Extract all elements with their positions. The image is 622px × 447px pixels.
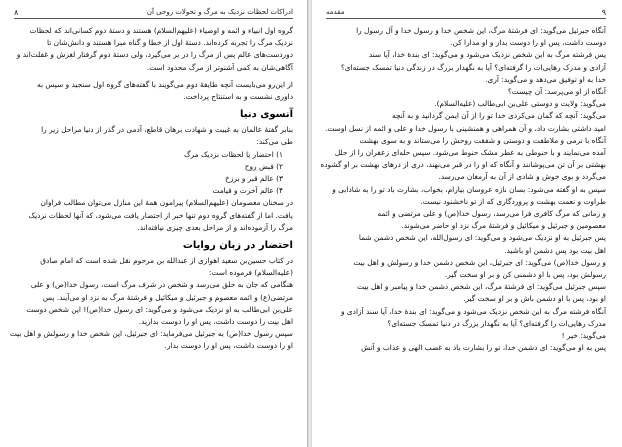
- text-line: خدا به او توفیق می‌دهد و می‌گوید: آری.: [485, 74, 606, 84]
- text-line: اهل بیت بود پس دشمن او باشید.: [504, 245, 606, 255]
- text-line: از این‌رو می‌بایست آنچه طایفهٔ دوم می‌گویند با گفته‌های گروه اول سنجید و سپس به: [37, 79, 293, 89]
- text-line: سپس به او گفته می‌شود: بسان نازه عروسان بیارام، بخواب، بشارت باد تو را به شادابی و: [332, 184, 606, 194]
- text-line: آنگاه با نرمی و ملاطفت و دوستی و شفقت روحش را می‌ستاند و به سوی بهشت: [359, 135, 606, 145]
- text-line: نزدیک مرگ را تجربه کرده‌اند. دستهٔ اول از خطا و گناه مبرا هستند و دانش‌شان تا: [47, 38, 293, 48]
- text-line: در کتاب حسین‌بن سعید اهوازی از عبدالله بن مرحوم نقل شده است که امام صادق: [40, 256, 293, 266]
- text-line: علی‌بن ابی‌طالب به او نزدیک می‌شود و می‌گوید: ای رسول خدا(ص)! این شخص دوست: [26, 304, 293, 314]
- section-heading-narrations: احتضار در زبان روایات: [182, 240, 293, 252]
- section1-paragraph: [14, 124, 293, 148]
- text-line: آمده می‌نمایند و با حنوطی به عطر مشک حنوط می‌شود. سپس حله‌ای زعفران را از حلل: [334, 148, 606, 158]
- text-line: معصومین و جبرئیل و میکائیل و فرشتهٔ مرگ نزد او حاضر می‌شوند.: [401, 221, 606, 231]
- text-line: می‌گوید: ولایت و دوستی علی‌بن ابی‌طالب (علیه‌السلام).: [434, 99, 606, 109]
- text-line: آنگاه جبرئیل می‌گوید: ای فرشتهٔ مرگ، این شخص خدا و رسول خدا و آل رسول را: [356, 26, 606, 35]
- text-line: بهشتی بر آن تن می‌پوشانند و آنگاه که او را در قبر می‌نهند، دری از درهای بهشت بر او گشوده: [320, 160, 606, 170]
- text-line: دوست داشت، پس او را دوست بدار و او مدارا کن.: [450, 38, 606, 48]
- right-page-number: ۹: [601, 7, 606, 17]
- text-line: هنگامی که جان به حلق می‌رسد و شخص در شرف مرگ است، رسول خدا(ص) و علی: [30, 280, 293, 290]
- section-heading-beyond-world: آنسوی دنیا: [240, 109, 293, 121]
- text-line: او بود، پس با او دشمن باش و بر او سخت گیر.: [463, 294, 606, 304]
- text-line: آنگاه فرشته مرگ به این شخص نزدیک می‌شود و می‌گوید: ای بندهٔ خدا، آیا سند آزادی و: [340, 306, 606, 316]
- text-line: و رسول خدا(ص) می‌گوید: ای جبرئیل، این شخص دشمن خدا و رسولش و اهل بیت: [353, 257, 606, 267]
- list-item: ۴) عالم آخرت و قیامت: [212, 186, 283, 196]
- text-line: پس به او می‌گوید: ای دشمن خدا، تو را بشارت باد به غضب الهی و عذاب و آتش: [361, 343, 606, 353]
- left-running-title: ادراکات لحظات نزدیک به مرگ و تحولات روحی آن: [146, 8, 293, 16]
- text-line: رسولش بود، پس با او دشمنی کن و بر او سخت گیر.: [444, 270, 606, 280]
- text-line: بنابر گفتهٔ عالمان به غیبت و شهادت برهان قاطع، آدمی در گذر از دنیا مراحل زیر را: [41, 125, 293, 135]
- section2-paragraph: [9, 255, 293, 353]
- text-line: مرتضی(ع) و ائمه معصوم و جبرئیل و میکائیل و فرشتهٔ مرگ به نزد او می‌آیند. پس: [42, 292, 293, 302]
- section1-paragraph-2: [14, 197, 293, 234]
- text-line: اهل بیت را دوست داشت، پس او را دوست بدارید.: [138, 317, 293, 327]
- text-line: آگاهی‌شان به کمی آشنوتر از مرگ محدود است.: [146, 62, 293, 72]
- left-page: [0, 0, 308, 447]
- text-line: سپس رسول خدا(ص) به جبرئیل می‌فرماید: ای جبرئیل، این شخص خدا و رسولش و اهل بیت: [9, 329, 293, 339]
- list-item: ۱) احتضار یا لحظات نزدیک مرگ: [183, 149, 283, 159]
- left-page-header: [14, 6, 293, 19]
- right-page-body: [320, 25, 606, 354]
- text-line: می‌گردد و بوی خوش و شادی از آن به آرمغان می‌رسد.: [438, 172, 606, 182]
- right-running-title: مقدمه: [326, 8, 345, 16]
- right-page-header: [326, 6, 606, 19]
- text-line: مرگ را آزموده‌اند و از مراحل بعدی چیزی نیافته‌اند.: [137, 222, 293, 232]
- list-item: ۳) عالم قبر و برزخ: [225, 174, 283, 184]
- text-line: طی می‌کند:: [256, 137, 293, 147]
- text-line: مدرک رهایی‌ات را گرفته‌ای؟ آیا به نگهدار بزرگ در دنیا تمسک جسته‌ای؟: [387, 318, 606, 328]
- left-page-number: ۸: [14, 7, 19, 17]
- text-line: داوری نشست و به استنتاج پرداخت.: [183, 92, 293, 102]
- text-line: او را دوست داشت، پس او را دوست بدار.: [164, 341, 293, 351]
- text-line: طراوت و نعمت بهشت و پروردگاری که از تو ناخشنود نیست.: [420, 196, 606, 206]
- text-line: پس جبرئیل به او نزدیک می‌شود و می‌گوید: ای رسول‌الله، این شخص دشمن شما: [358, 233, 606, 243]
- text-line: سپس جبرئیل می‌گوید: ای فرشتهٔ مرگ، این شخص دشمن خدا و پیامبر و اهل بیت: [357, 282, 606, 292]
- text-line: آنگاه از او می‌پرسد: آن چیست؟: [507, 87, 606, 97]
- stages-list: [14, 149, 293, 198]
- text-line: گروه اول انبیاء و ائمه و اوصیاء (علیهم‌السلام) هستند و دستهٔ دوم کسانی‌اند که لحظات: [29, 26, 293, 35]
- text-line: امید داشتی بشارت داد، و آن همراهی و همنشینی با رسول خدا و علی و ائمه از نسل اوست.: [325, 123, 606, 133]
- text-line: پس فرشته مرگ به این شخص نزدیک می‌شود و می‌گوید: ای بندهٔ خدا، آیا سند: [368, 50, 606, 60]
- right-page: [312, 0, 620, 447]
- left-intro-paragraph: [14, 25, 293, 74]
- text-line: دوردست‌های عالم پس از مرگ را در بر می‌گیرد، ولی دستهٔ دوم گرفتار لغزش و غفلت‌اند و: [16, 50, 293, 60]
- left-intro-paragraph-2: [14, 79, 293, 103]
- text-line: آزادی و مدرک رهایی‌ات را گرفته‌ای؟ آیا به نگهدار بزرگ در زندگی دنیا تمسک جسته‌ای؟: [340, 62, 606, 72]
- text-line: (علیه‌السلام) فرموده است:: [209, 268, 293, 278]
- text-line: یافت. اما از گفته‌های گروه دوم تنها خبر از احتضار یافت می‌شود، که آنها لحظات نزدیک: [28, 210, 293, 220]
- list-item: ۲) قبض روح: [244, 161, 283, 171]
- text-line: در سخنان معصومان (علیهم‌السلام) پیرامون همهٔ این منازل می‌توان مطالب فراوان: [40, 198, 293, 208]
- text-line: و زمانی که مرگ کافری فرا می‌رسد، رسول خدا(ص) و علی مرتضی و ائمه: [377, 209, 606, 219]
- text-line: می‌گوید: آنچه که گمان می‌کردی خدا تو را از آن ایمن گردانید و به آنچه: [391, 111, 606, 121]
- text-line: می‌گوید: خیر !: [561, 331, 606, 341]
